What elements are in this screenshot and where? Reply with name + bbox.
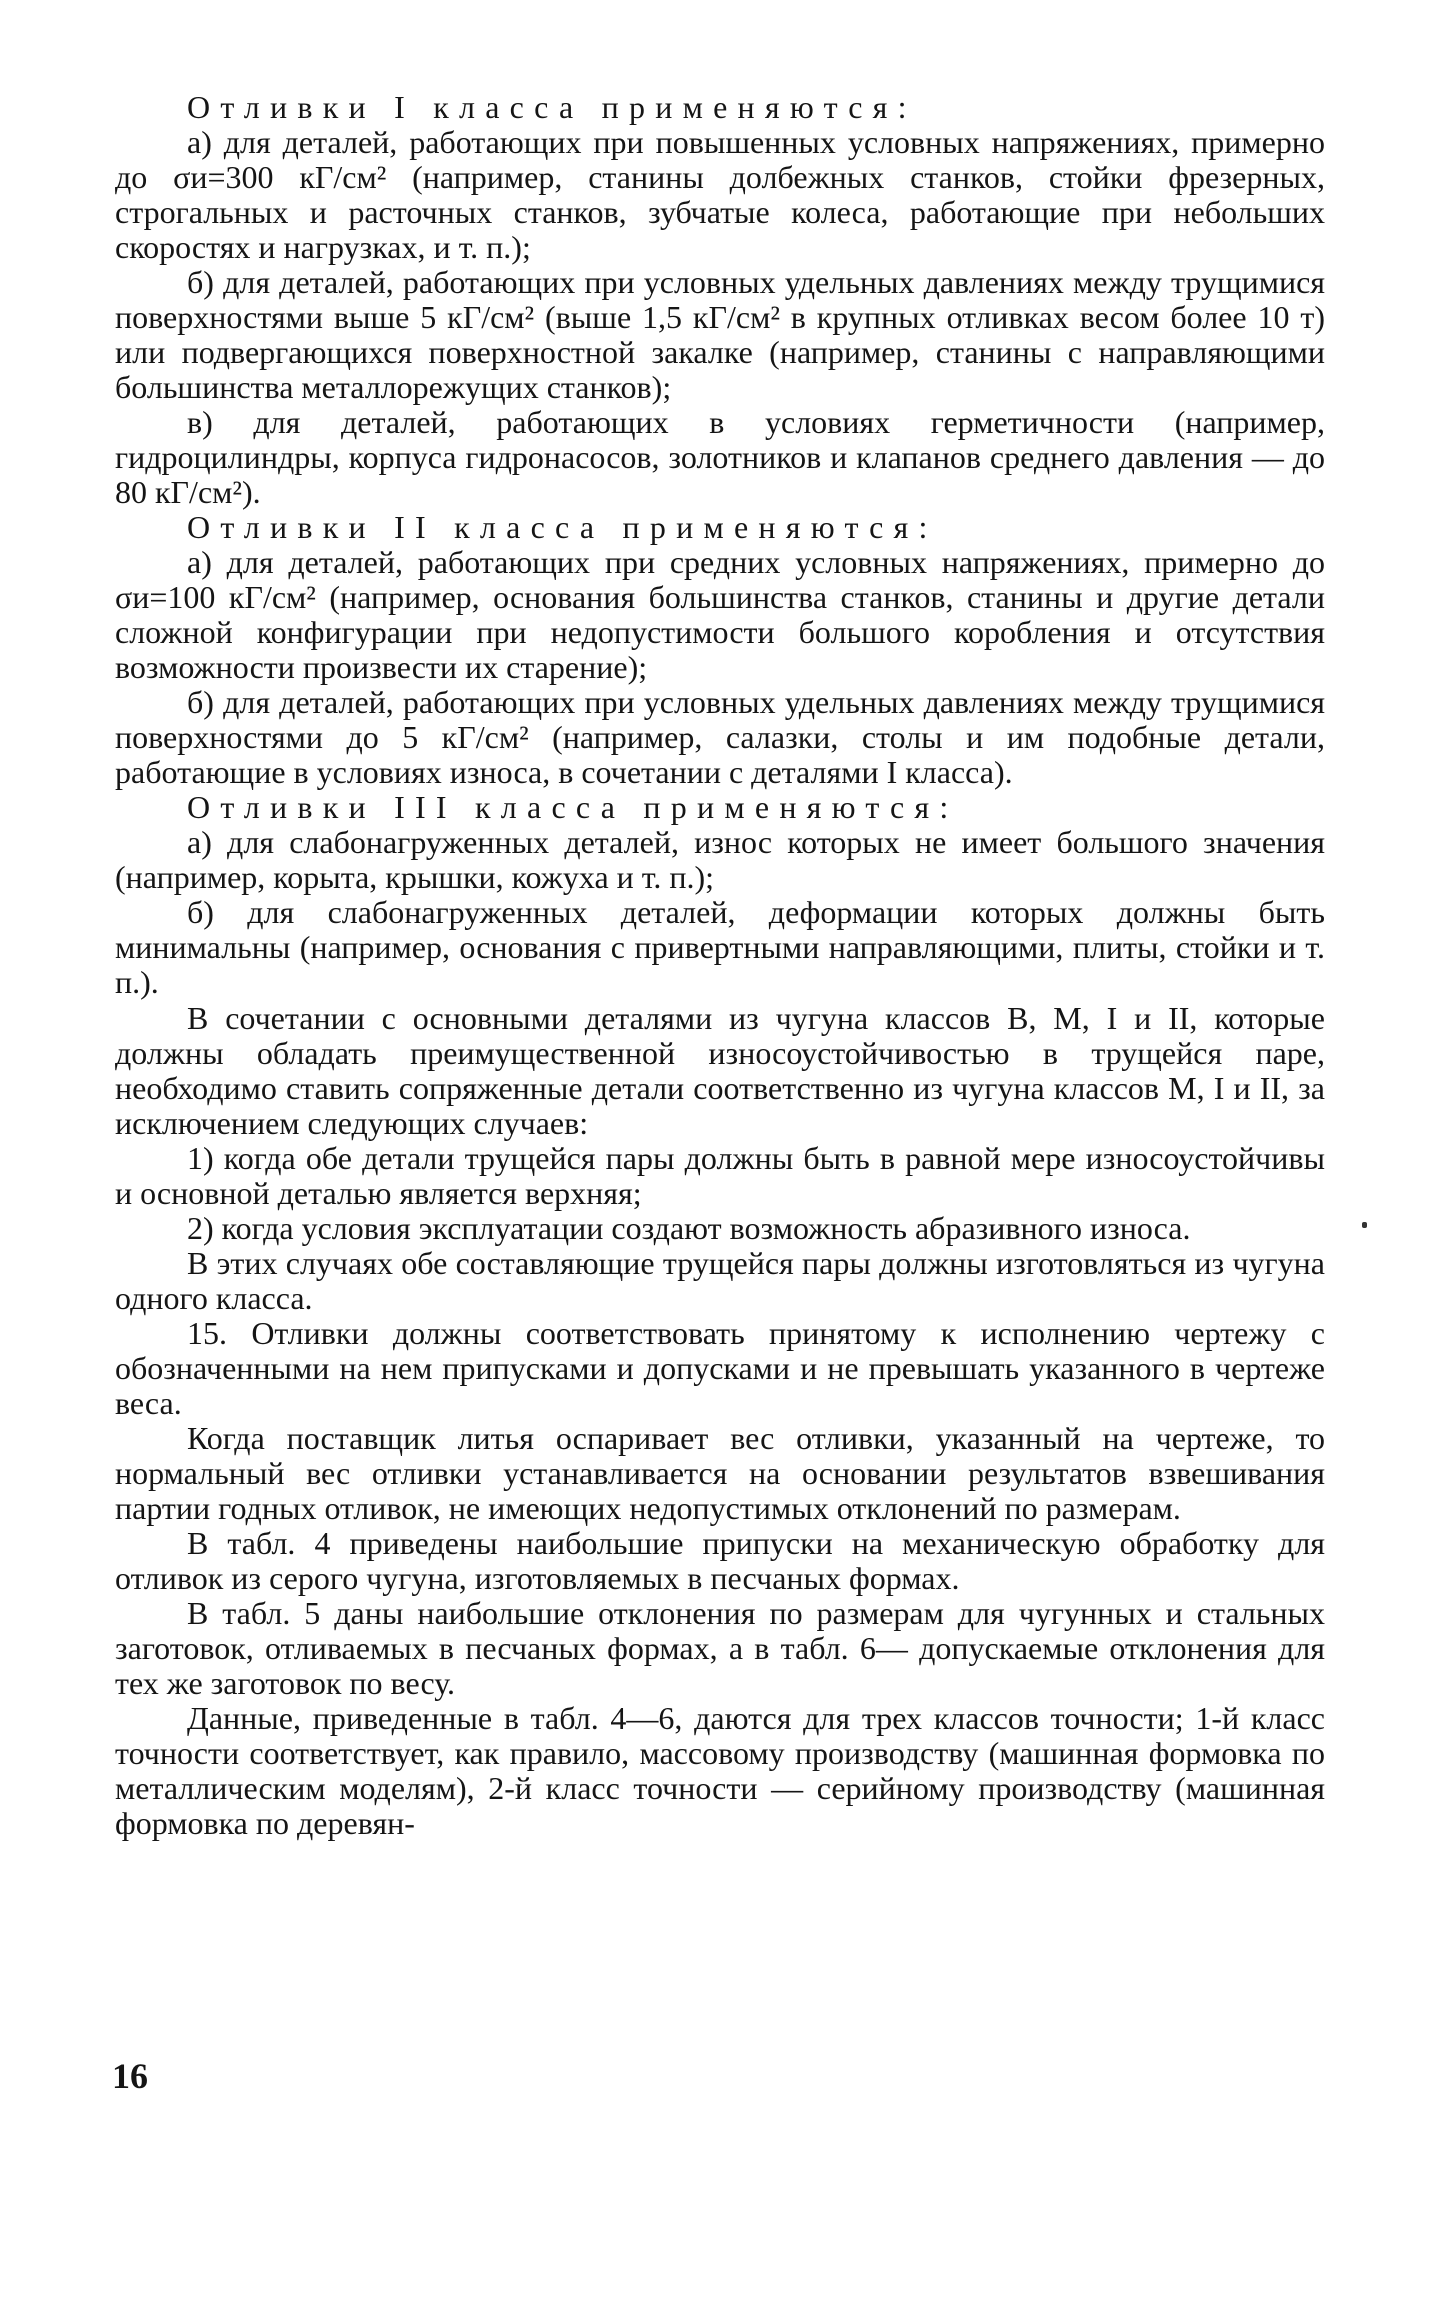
heading-class-3: Отливки III класса применяются: <box>187 789 959 825</box>
paragraph: Данные, приведенные в табл. 4—6, даются для трех классов точности; 1-й класс точности соответствует, как правило, массовому производству (машинная формовка по металлическим моделям), 2-й класс точности — серийному производству (машинная формовка по деревян- <box>115 1700 1325 1841</box>
page-number: 16 <box>112 2056 148 2096</box>
paragraph: 1) когда обе детали трущейся пары должны быть в равной мере износоустойчивы и основной деталью является верхняя; <box>115 1140 1325 1211</box>
paragraph: В табл. 4 приведены наибольшие припуски на механическую обработку для отливок из серого чугуна, изготовляемых в песчаных формах. <box>115 1525 1325 1596</box>
page-body <box>115 90 1325 1841</box>
paragraph: б) для деталей, работающих при условных удельных давлениях между трущимися поверхностями выше 5 кГ/см² (выше 1,5 кГ/см² в крупных отливках весом более 10 т) или подвергающихся поверхностной закалке (например, станины с направляющими большинства металлорежущих станков); <box>115 264 1325 405</box>
heading-class-1: Отливки I класса применяются: <box>187 89 917 125</box>
paragraph: В сочетании с основными деталями из чугуна классов В, М, I и II, которые должны обладать преимущественной износоустойчивостью в трущейся паре, необходимо ставить сопряженные детали соответственно из чугуна классов М, I и II, за исключением следующих случаев: <box>115 1000 1325 1141</box>
paragraph: 2) когда условия эксплуатации создают возможность абразивного износа. <box>187 1210 1191 1246</box>
paragraph: В табл. 5 даны наибольшие отклонения по размерам для чугунных и стальных заготовок, отливаемых в песчаных формах, а в табл. 6— допускаемые отклонения для тех же заготовок по весу. <box>115 1595 1325 1701</box>
margin-dot <box>1362 1222 1367 1228</box>
paragraph: б) для слабонагруженных деталей, деформации которых должны быть минимальны (например, основания с привертными направляющими, плиты, стойки и т. п.). <box>115 894 1325 1000</box>
paragraph: 15. Отливки должны соответствовать принятому к исполнению чертежу с обозначенными на нем припусками и допусками и не превышать указанного в чертеже веса. <box>115 1315 1325 1421</box>
paragraph: б) для деталей, работающих при условных удельных давлениях между трущимися поверхностями до 5 кГ/см² (например, салазки, столы и им подобные детали, работающие в условиях износа, в сочетании с деталями I класса). <box>115 684 1325 790</box>
paragraph: Когда поставщик литья оспаривает вес отливки, указанный на чертеже, то нормальный вес отливки устанавливается на основании результатов взвешивания партии годных отливок, не имеющих недопустимых отклонений по размерам. <box>115 1420 1325 1526</box>
paragraph: а) для деталей, работающих при повышенных условных напряжениях, примерно до σи=300 кГ/см² (например, станины долбежных станков, стойки фрезерных, строгальных и расточных станков, зубчатые колеса, работающие при небольших скоростях и нагрузках, и т. п.); <box>115 124 1325 265</box>
paragraph: а) для слабонагруженных деталей, износ которых не имеет большого значения (например, корыта, крышки, кожуха и т. п.); <box>115 824 1325 895</box>
paragraph: в) для деталей, работающих в условиях герметичности (например, гидроцилиндры, корпуса гидронасосов, золотников и клапанов среднего давления — до 80 кГ/см²). <box>115 404 1325 510</box>
paragraph: а) для деталей, работающих при средних условных напряжениях, примерно до σи=100 кГ/см² (например, основания большинства станков, станины и другие детали сложной конфигурации при недопустимости большого коробления и отсутствия возможности произвести их старение); <box>115 544 1325 685</box>
paragraph: В этих случаях обе составляющие трущейся пары должны изготовляться из чугуна одного класса. <box>115 1245 1325 1316</box>
heading-class-2: Отливки II класса применяются: <box>187 509 938 545</box>
